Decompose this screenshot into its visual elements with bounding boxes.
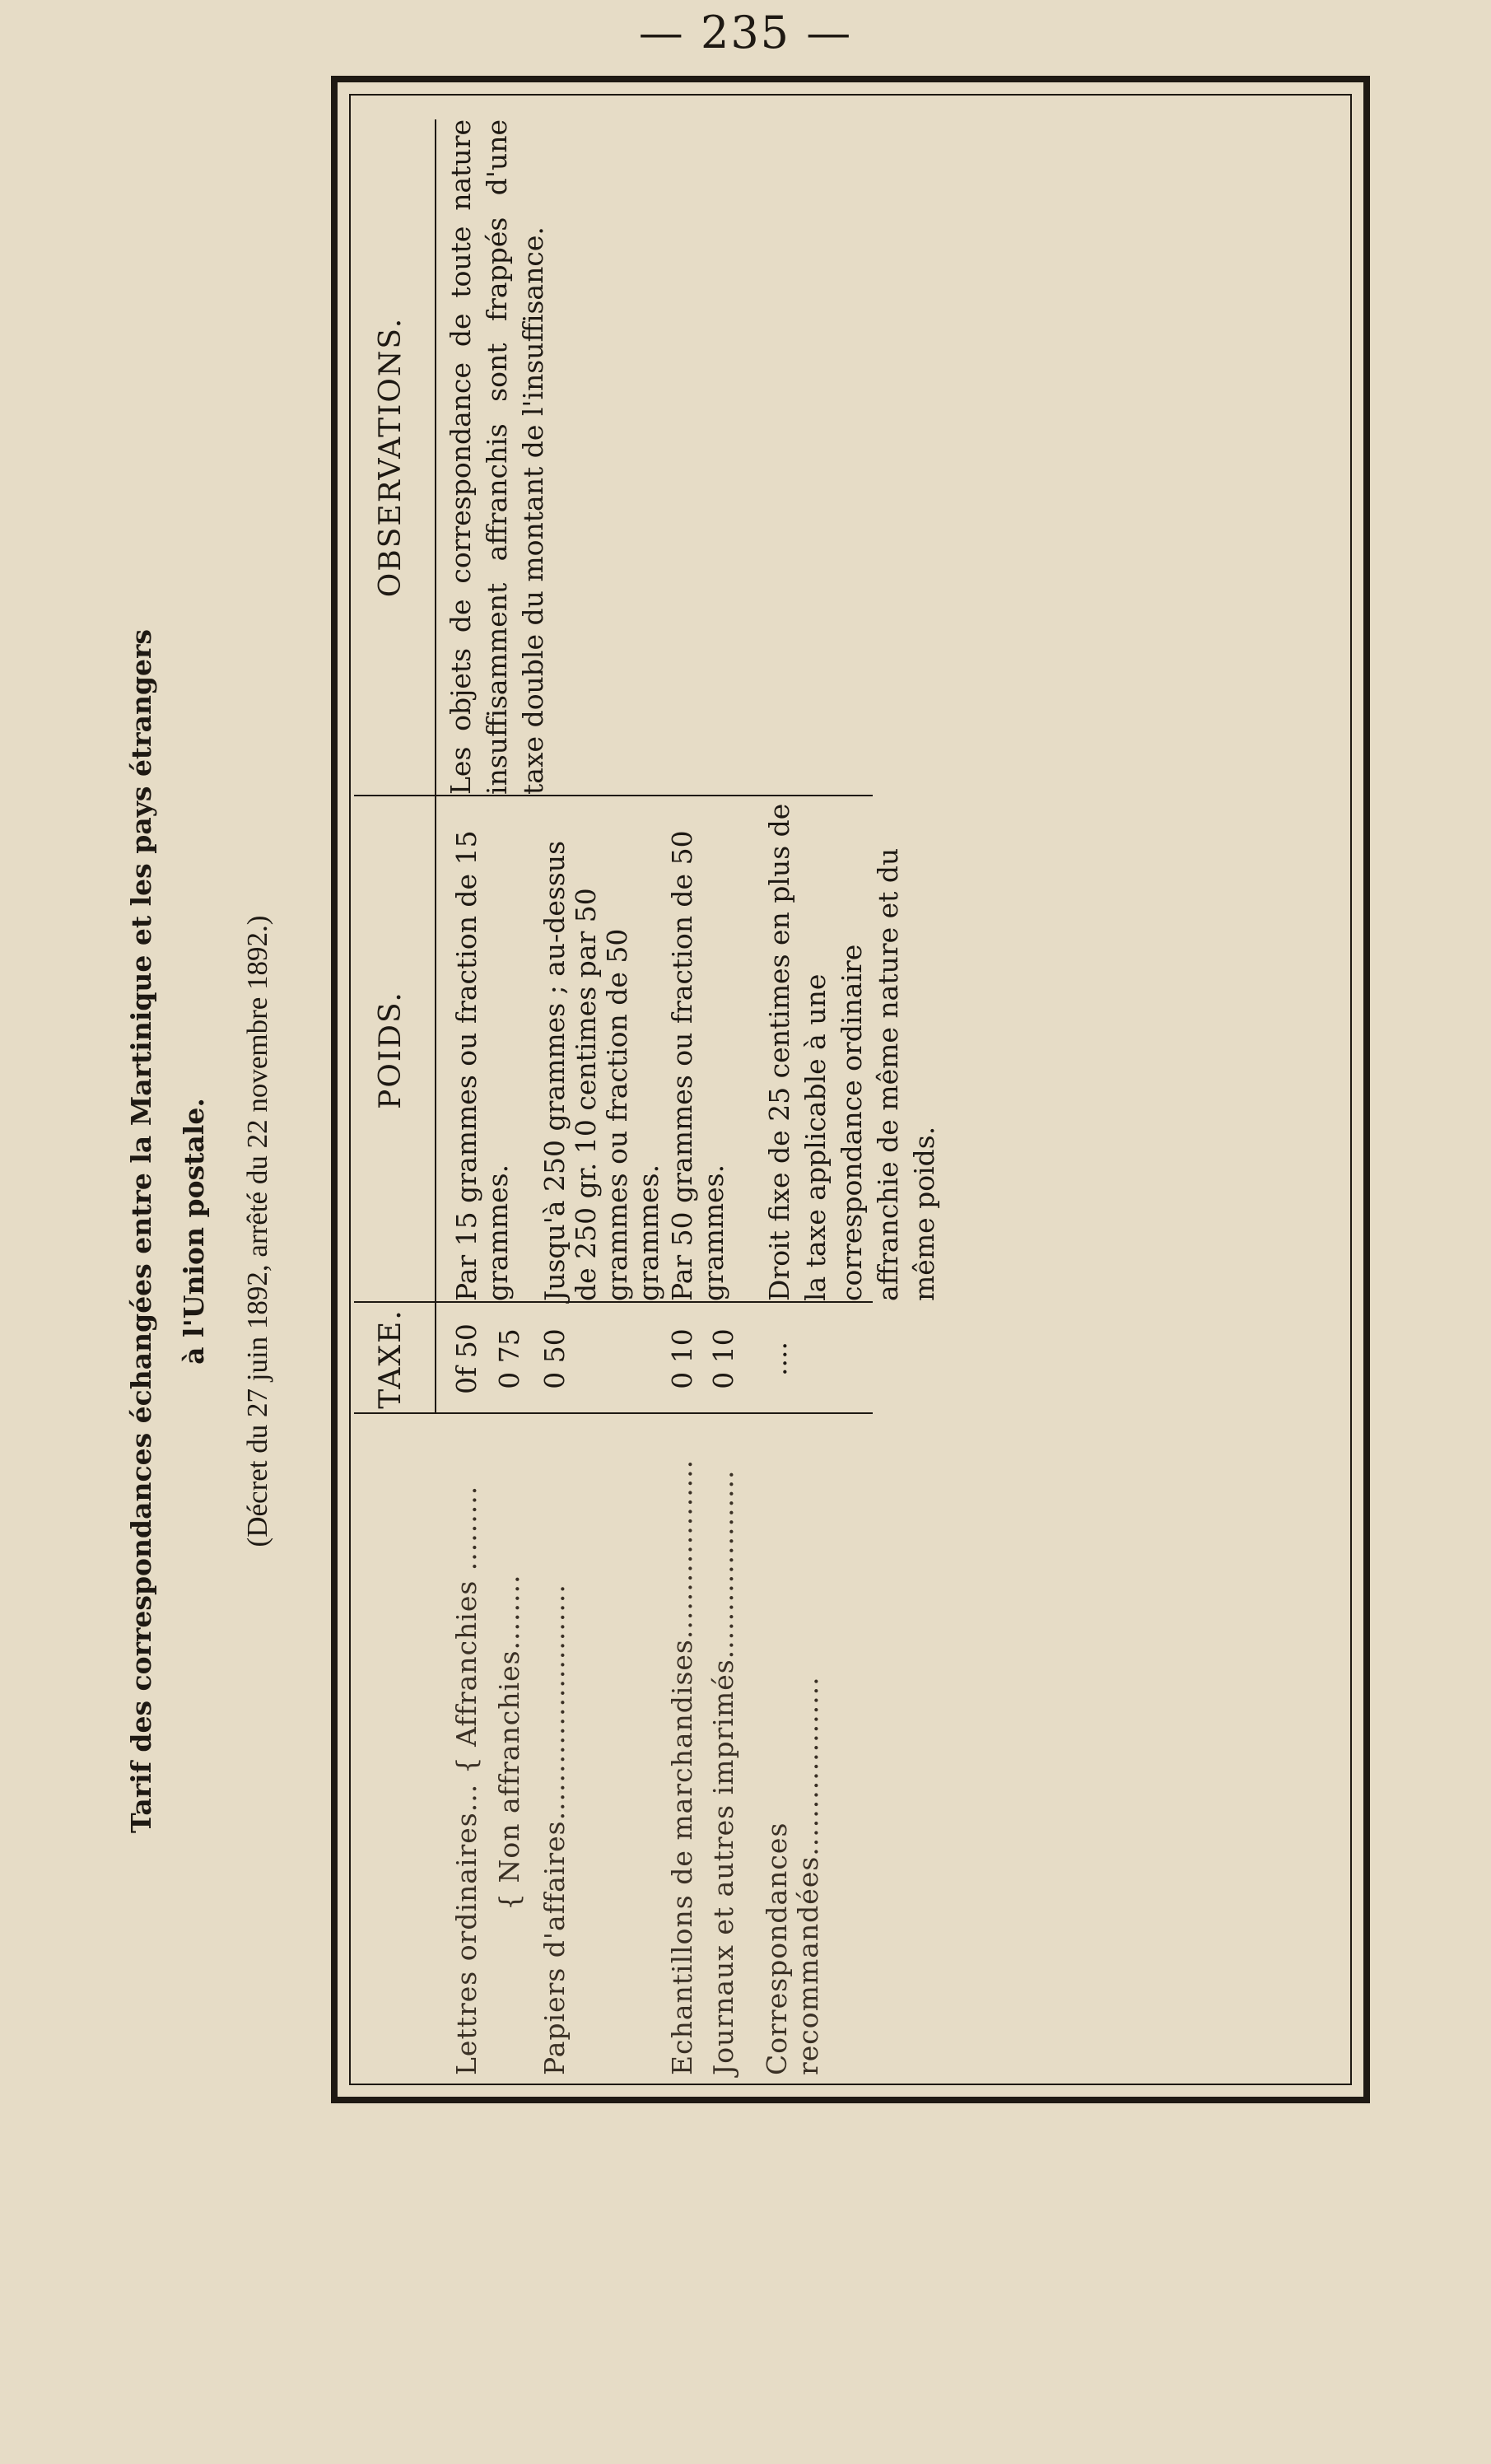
column-divider-observations xyxy=(354,795,873,796)
row-label: { Non affranchies........ xyxy=(493,1574,525,1911)
row-tax: 0 10 xyxy=(707,1328,739,1389)
header-underline xyxy=(435,119,436,1412)
column-divider-poids xyxy=(354,1301,873,1303)
table-title xyxy=(115,354,338,2108)
table-header xyxy=(346,107,436,2075)
title-line-2: à l'Union postale. xyxy=(178,1098,210,1365)
row-tax: 0 75 xyxy=(493,1328,525,1389)
title-decree: (Décret du 27 juin 1892, arrêté du 22 novembre 1892.) xyxy=(241,915,273,1547)
row-poids: Droit fixe de 25 centimes en plus de la taxe applicable à une correspondance ordinaire affranchie de même nature et du même poids. xyxy=(763,803,940,1301)
row-poids: Par 50 grammes ou fraction de 50 grammes. xyxy=(666,830,729,1301)
row-label: Correspondances recommandées................... xyxy=(761,1676,824,2075)
row-poids: Jusqu'à 250 grammes ; au-dessus de 250 gr. 10 centimes par 50 grammes ou fraction de 50 grammes. xyxy=(538,840,664,1301)
header-observations: OBSERVATIONS. xyxy=(374,316,408,598)
row-label: Echantillons de marchandises................... xyxy=(666,1458,698,2075)
page-number: — 235 — xyxy=(638,7,853,58)
row-tax: 0 10 xyxy=(666,1328,698,1389)
column-divider-tax xyxy=(354,1412,873,1414)
row-tax: 0 50 xyxy=(538,1328,571,1389)
row-label: Lettres ordinaires... { Affranchies ......... xyxy=(450,1485,482,2075)
title-line-1: Tarif des correspondances échangées entre la Martinique et les pays étrangers xyxy=(125,629,157,1833)
table-body xyxy=(445,107,1358,2075)
header-poids: POIDS. xyxy=(374,991,408,1109)
row-tax: .... xyxy=(761,1342,793,1376)
observations-text: Les objets de correspondance de toute nature insuffisamment affranchis sont frappés d'une taxe double du montant de l'insuffisance. xyxy=(445,119,549,795)
row-tax: 0f 50 xyxy=(450,1323,482,1394)
row-label: Papiers d'affaires......................... xyxy=(538,1584,571,2075)
row-label: Journaux et autres imprimés.................... xyxy=(707,1469,739,2075)
row-poids: Par 15 grammes ou fraction de 15 grammes. xyxy=(450,830,514,1301)
header-tax: TAXE. xyxy=(374,1309,408,1409)
